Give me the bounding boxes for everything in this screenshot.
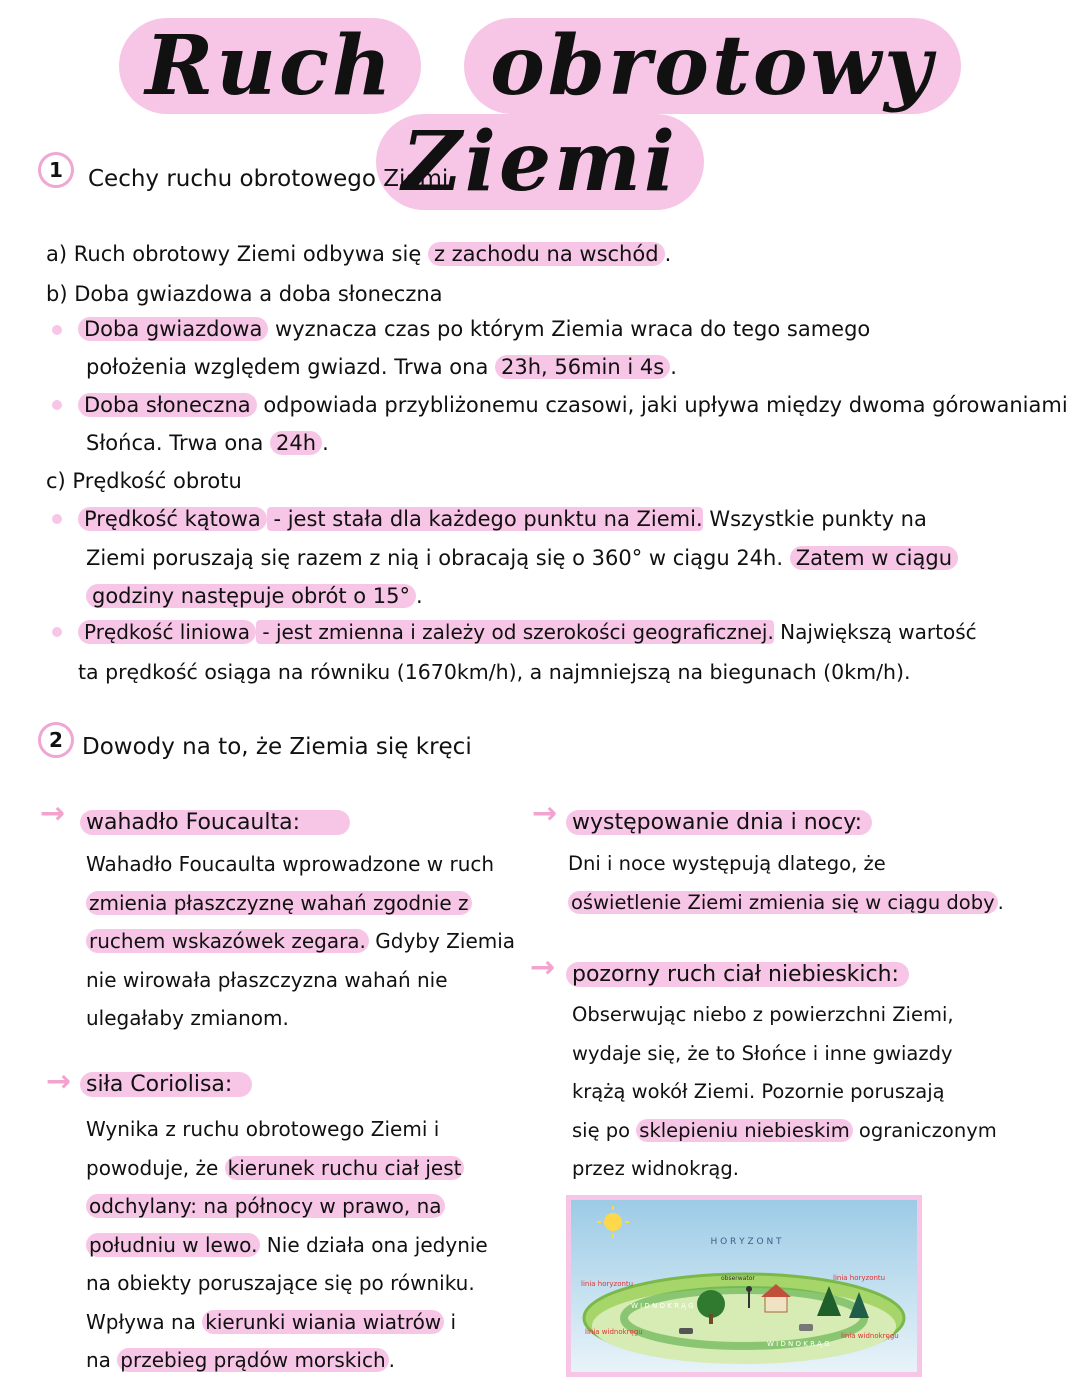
section-1-title: Cechy ruchu obrotowego Ziemi	[88, 166, 449, 192]
sidereal-day-line-1: Doba gwiazdowa wyznacza czas po którym Ziemia wraca do tego samego	[78, 317, 870, 341]
highlight-illumination: oświetlenie Ziemi zmienia się w ciągu doby	[568, 891, 998, 914]
angular-speed-line-2: Ziemi poruszają się razem z nią i obracają się o 360° w ciągu 24h. Zatem w ciągu	[86, 546, 958, 570]
linia-widnokregu-left: linia widnokręgu	[585, 1328, 643, 1336]
horizon-illustration	[566, 1195, 922, 1377]
sun-icon	[604, 1213, 622, 1231]
highlight-plane-change: zmienia płaszczyznę wahań zgodnie z	[86, 891, 472, 915]
highlight-clockwise: ruchem wskazówek zegara.	[86, 929, 369, 953]
highlight-15-degrees: godziny następuje obrót o 15°	[86, 584, 416, 608]
bullet	[52, 514, 62, 524]
coriolis-heading: siła Coriolisa:	[80, 1072, 252, 1097]
arrow-right-icon: →	[532, 796, 558, 831]
highlight-solar-day: Doba słoneczna	[78, 393, 257, 417]
linear-speed-line-2: ta prędkość osiąga na równiku (1670km/h), a najmniejszą na biegunach (0km/h).	[78, 660, 911, 684]
horizon-diagram	[571, 1200, 917, 1372]
bullet	[52, 400, 62, 410]
coriolis-text: Wynika z ruchu obrotowego Ziemi i powoduje, że kierunek ruchu ciał jest odchylany: na północy w prawo, na południu w lewo. Nie działa ona jedynie na obiekty poruszające się po równiku. Wpływa na kierunki wiania wiatrów i na przebieg prądów morskich .	[86, 1117, 488, 1372]
highlight-west-east: z zachodu na wschód	[428, 242, 665, 266]
bullet	[52, 627, 62, 637]
bullet	[52, 325, 62, 335]
highlight-per-hour: Zatem w ciągu	[790, 546, 958, 570]
sidereal-day-line-2: położenia względem gwiazd. Trwa ona 23h, 56min i 4s .	[86, 355, 677, 379]
point-b: b) Doba gwiazdowa a doba słoneczna	[46, 282, 443, 306]
widnokrag-label-1: W I D N O K R Ą G	[631, 1302, 694, 1310]
highlight-angular-speed: Prędkość kątowa	[78, 507, 267, 531]
car-icon	[799, 1324, 813, 1331]
horizon-label: H O R Y Z O N T	[710, 1237, 782, 1247]
highlight-sidereal-day: Doba gwiazdowa	[78, 317, 268, 341]
section-2-title: Dowody na to, że Ziemia się kręci	[82, 734, 472, 760]
highlight-currents: przebieg prądów morskich	[117, 1348, 388, 1372]
daynight-text: Dni i noce występują dlatego, że oświetlenie Ziemi zmienia się w ciągu doby .	[568, 852, 1004, 914]
highlight-deflection-north: odchylany: na północy w prawo, na	[86, 1194, 445, 1218]
widnokrag-label-2: W I D N O K R Ą G	[767, 1340, 830, 1348]
title-word-2: obrotowy	[464, 18, 961, 114]
apparent-motion-text: Obserwując niebo z powierzchni Ziemi, wydaje się, że to Słońce i inne gwiazdy krążą wokół Ziemi. Pozornie poruszają się po sklepieniu niebieskim ograniczonym przez widnokrąg.	[572, 1003, 997, 1180]
solar-day-line-1: Doba słoneczna odpowiada przybliżonemu czasowi, jaki upływa między dwoma górowaniami	[78, 393, 1068, 417]
tree-icon	[697, 1290, 725, 1318]
linia-widnokregu-right: linia widnokręgu	[841, 1332, 899, 1340]
arrow-right-icon: →	[530, 950, 556, 985]
foucault-heading: wahadło Foucaulta:	[80, 810, 350, 835]
linia-horyzontu-left: linia horyzontu	[581, 1280, 634, 1288]
linear-speed-line-1: Prędkość liniowa - jest zmienna i zależy od szerokości geograficznej. Największą wartość	[78, 620, 977, 644]
arrow-right-icon: →	[40, 796, 66, 831]
title-word-3: Ziemi	[376, 114, 704, 210]
highlight-solar-duration: 24h	[270, 431, 322, 455]
apparent-motion-heading: pozorny ruch ciał niebieskich:	[566, 962, 909, 987]
highlight-deflection-south: południu w lewo.	[86, 1233, 260, 1257]
highlight-winds: kierunki wiania wiatrów	[202, 1310, 444, 1334]
title-word-1: Ruch	[119, 18, 420, 114]
highlight-direction: kierunek ruchu ciał jest	[225, 1156, 465, 1180]
ground-inner	[592, 1288, 896, 1364]
linia-horyzontu-right: linia horyzontu	[833, 1274, 886, 1282]
section-2-number: 2	[38, 722, 74, 758]
observer-label: obserwator	[721, 1275, 755, 1282]
foucault-text: Wahadło Foucaulta wprowadzone w ruch zmienia płaszczyznę wahań zgodnie z ruchem wskazówek zegara. Gdyby Ziemia nie wirowała płaszczyzna wahań nie ulegałaby zmianom.	[86, 852, 516, 1030]
arrow-right-icon: →	[46, 1064, 72, 1099]
highlight-celestial-sphere: sklepieniu niebieskim	[636, 1119, 852, 1142]
point-a: a) Ruch obrotowy Ziemi odbywa się z zachodu na wschód .	[46, 242, 672, 266]
house-icon	[765, 1296, 787, 1312]
section-1-number: 1	[38, 152, 74, 188]
point-c: c) Prędkość obrotu	[46, 469, 242, 493]
highlight-sidereal-duration: 23h, 56min i 4s	[495, 355, 670, 379]
animal-icon	[679, 1328, 693, 1334]
angular-speed-line-1: Prędkość kątowa - jest stała dla każdego punktu na Ziemi. Wszystkie punkty na	[78, 507, 927, 531]
daynight-heading: występowanie dnia i nocy:	[566, 810, 872, 835]
solar-day-line-2: Słońca. Trwa ona 24h .	[86, 431, 329, 455]
highlight-linear-speed: Prędkość liniowa	[78, 620, 256, 644]
angular-speed-line-3: godziny następuje obrót o 15° .	[86, 584, 423, 608]
